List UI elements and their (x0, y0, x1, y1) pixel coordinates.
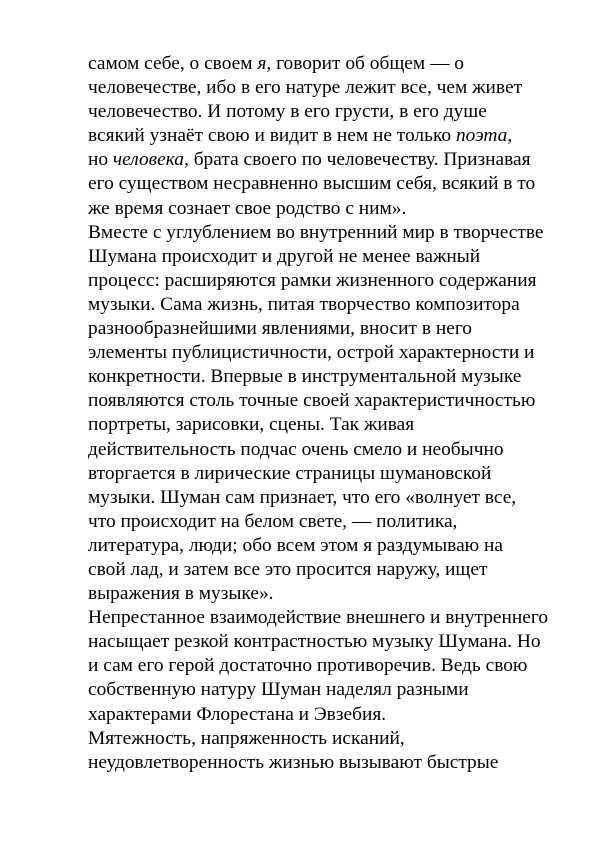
text-line (88, 197, 558, 221)
text-segment: , брата своего по человечеству. Признавая (184, 149, 531, 171)
text-segment: конкретности. Впервые в инструментальной музыке (88, 366, 522, 388)
text-line (88, 100, 558, 124)
text-line (88, 317, 558, 341)
text-segment: насыщает резкой контрастностью музыку Шумана. Но (88, 631, 541, 653)
text-segment: самом себе, о своем (88, 53, 258, 74)
text-line (88, 76, 558, 100)
text-line (88, 148, 558, 172)
text-segment: всякий узнаёт свою и видит в нем не только (88, 125, 456, 147)
text-line (88, 703, 558, 727)
text-line (88, 52, 558, 76)
text-line (88, 365, 558, 389)
text-line (88, 606, 558, 630)
text-segment: Непрестанное взаимодействие внешнего и внутреннего (88, 607, 549, 629)
text-line (88, 678, 558, 702)
italic-text-segment: поэта (455, 125, 508, 147)
text-segment: появляются столь точные своей характеристичностью (88, 390, 536, 412)
text-line (88, 341, 558, 365)
text-line (88, 293, 558, 317)
text-line (88, 124, 558, 148)
text-segment: человечество. И потому в его грусти, в его душе (88, 101, 487, 123)
text-line (88, 389, 558, 413)
text-segment: свой лад, и затем все это просится наружу, ищет (88, 558, 488, 580)
text-segment: выражения в музыке». (88, 583, 274, 605)
text-line (88, 438, 558, 462)
text-segment: же время сознает свое родство с ним». (88, 197, 407, 219)
text-segment: вторгается в лирические страницы шумановской (88, 462, 492, 484)
text-segment: литература, люди; обо всем этом я раздумываю на (88, 534, 504, 556)
text-segment: процесс: расширяются рамки жизненного содержания (88, 269, 537, 291)
text-segment: но (88, 149, 113, 171)
text-segment: Шумана происходит и другой не менее важный (88, 245, 481, 267)
text-line (88, 534, 558, 558)
italic-text-segment: человека (112, 149, 184, 171)
text-segment: музыки. Сама жизнь, питая творчество композитора (88, 293, 520, 315)
text-line (88, 630, 558, 654)
text-line (88, 221, 558, 245)
text-segment: элементы публицистичности, острой характерности и (88, 342, 535, 364)
text-line (88, 510, 558, 534)
text-segment: , (507, 125, 513, 147)
text-segment: действительность подчас очень смело и необычно (88, 438, 504, 460)
text-segment: музыки. Шуман сам признает, что его «волнует все, (88, 486, 517, 508)
text-segment: Мятежность, напряженность исканий, (88, 727, 405, 749)
text-line (88, 413, 558, 437)
text-line (88, 751, 558, 775)
text-line (88, 172, 558, 196)
text-line (88, 245, 558, 269)
text-segment: , говорит об общем — о (266, 53, 464, 74)
body-text (88, 52, 558, 775)
text-line (88, 462, 558, 486)
text-segment: и сам его герой достаточно противоречив. Ведь свою (88, 655, 528, 677)
text-line (88, 582, 558, 606)
italic-text-segment: я (257, 53, 267, 74)
text-segment: его существом несравненно высшим себя, всякий в то (88, 173, 536, 195)
text-segment: неудовлетворенность жизнью вызывают быстрые (88, 751, 499, 773)
text-line (88, 654, 558, 678)
text-line (88, 269, 558, 293)
text-segment: Вместе с углублением во внутренний мир в творчестве (88, 221, 544, 243)
text-line (88, 727, 558, 751)
text-segment: портреты, зарисовки, сцены. Так живая (88, 414, 415, 436)
text-line (88, 486, 558, 510)
text-segment: человечестве, ибо в его натуре лежит все, чем живет (88, 77, 523, 99)
text-segment: характерами Флорестана и Эвзебия. (88, 703, 387, 725)
text-segment: что происходит на белом свете, — политика, (88, 510, 458, 532)
text-line (88, 558, 558, 582)
text-segment: разнообразнейшими явлениями, вносит в него (88, 318, 473, 340)
text-segment: собственную натуру Шуман наделял разными (88, 679, 469, 701)
